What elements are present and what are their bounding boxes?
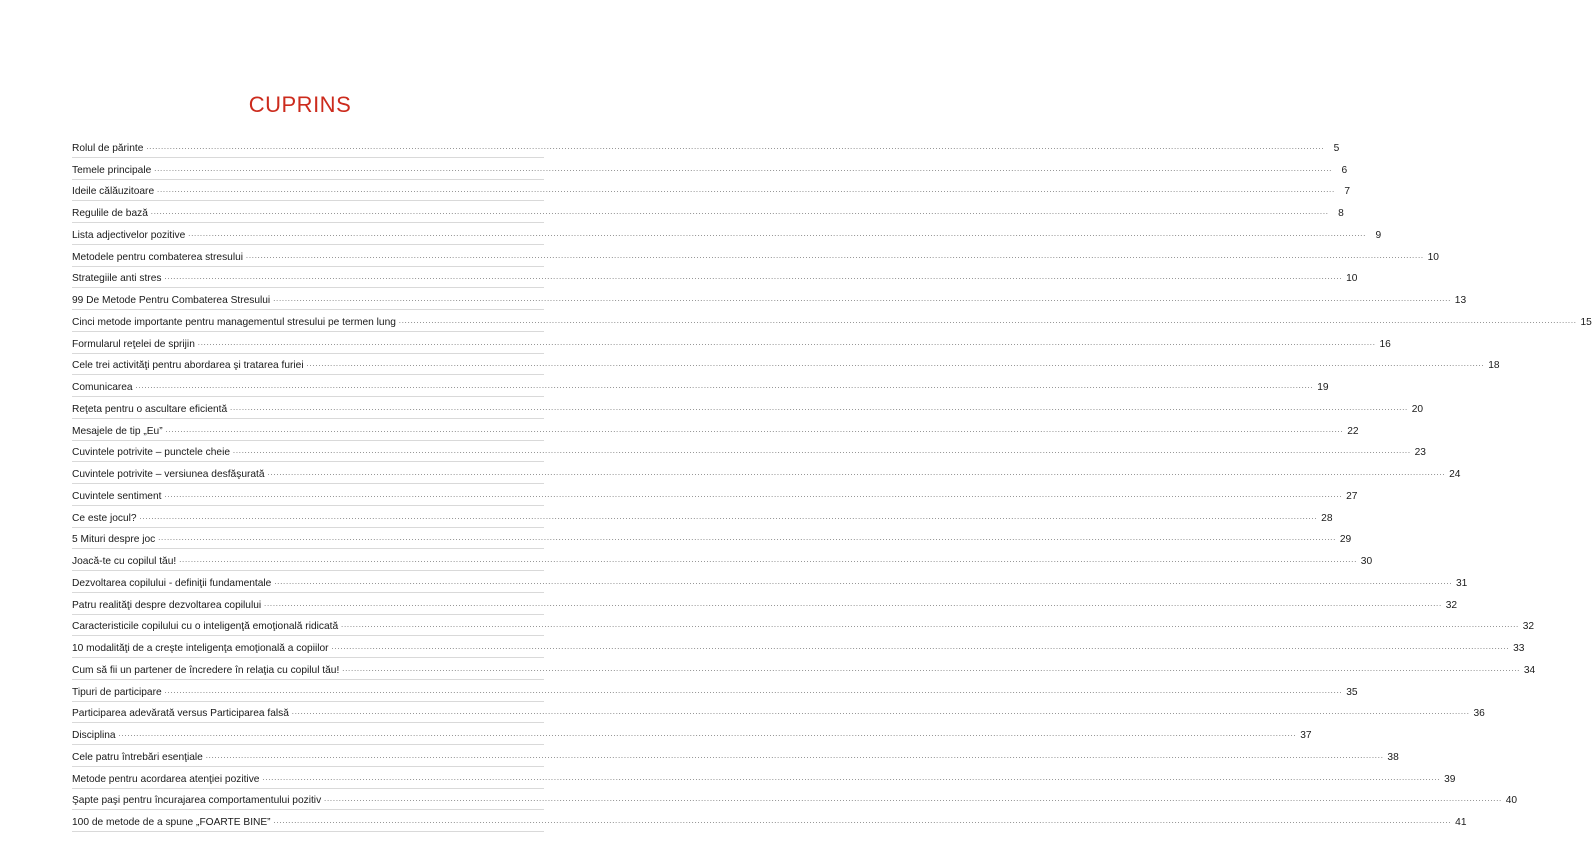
- toc-entry-label: 10 modalităţi de a creşte inteligenţa emoţională a copiilor: [72, 643, 329, 654]
- dot-leader: ................................................................................................................................................................................................................................................................................................................................................................................................................: [291, 709, 1470, 717]
- dot-leader: ................................................................................................................................................................................................................................................................................................................................................................................................................: [165, 426, 1344, 434]
- toc-entry[interactable]: [72, 593, 1458, 615]
- toc-entry[interactable]: [72, 549, 1373, 571]
- toc-entry[interactable]: [72, 506, 1333, 528]
- toc-entry[interactable]: [72, 702, 1485, 724]
- toc-entry-page-number: 7: [1344, 186, 1351, 198]
- dot-leader: ................................................................................................................................................................................................................................................................................................................................................................................................................: [230, 404, 1409, 412]
- toc-entry-page-number: 22: [1347, 425, 1359, 437]
- dot-leader: ................................................................................................................................................................................................................................................................................................................................................................................................................: [158, 535, 1337, 543]
- toc-entry-label: Joacă-te cu copilul tău!: [72, 556, 177, 567]
- dot-leader: ................................................................................................................................................................................................................................................................................................................................................................................................................: [273, 818, 1452, 825]
- toc-entry-page-number: 18: [1488, 360, 1500, 372]
- dot-leader: ................................................................................................................................................................................................................................................................................................................................................................................................................: [118, 731, 1297, 738]
- page-title: CUPRINS: [248, 92, 352, 117]
- toc-entry[interactable]: [72, 636, 1525, 658]
- toc-entry[interactable]: [72, 571, 1468, 593]
- toc-entry-label: Rolul de părinte: [72, 142, 144, 154]
- toc-entry-page-number: 36: [1473, 708, 1485, 720]
- dot-leader: ................................................................................................................................................................................................................................................................................................................................................................................................................: [205, 752, 1384, 760]
- toc-entry[interactable]: [72, 223, 1382, 245]
- toc-entry-label: Strategiile anti stres: [72, 273, 162, 285]
- toc-entry-page-number: 39: [1444, 773, 1456, 785]
- toc-entry-page-number: 16: [1379, 338, 1391, 350]
- toc-entry-label: Cuvintele potrivite – versiunea desfăşurată: [72, 469, 265, 480]
- toc-entry[interactable]: [72, 723, 1312, 745]
- toc-entry-label: Cele patru întrebări esenţiale: [72, 751, 203, 763]
- toc-entry[interactable]: [72, 288, 1467, 310]
- toc-entry-page-number: 34: [1523, 664, 1536, 676]
- toc-entry-page-number: 30: [1360, 556, 1373, 567]
- toc-entry-label: Dezvoltarea copilului - definiţii fundamentale: [72, 577, 272, 589]
- toc-entry[interactable]: [72, 658, 1536, 680]
- table-of-contents: [72, 136, 1592, 832]
- toc-entry-page-number: 19: [1317, 382, 1329, 393]
- toc-entry-label: Patru realităţi despre dezvoltarea copilului: [72, 599, 262, 611]
- toc-entry-page-number: 15: [1580, 316, 1592, 328]
- toc-entry-page-number: 29: [1339, 534, 1352, 546]
- toc-entry-page-number: 38: [1387, 751, 1399, 763]
- toc-entry[interactable]: [72, 528, 1352, 550]
- dot-leader: ................................................................................................................................................................................................................................................................................................................................................................................................................: [164, 491, 1343, 499]
- toc-entry-page-number: 13: [1454, 295, 1467, 306]
- toc-entry-label: Lista adjectivelor pozitive: [72, 229, 186, 241]
- toc-entry-label: Disciplina: [72, 730, 116, 741]
- toc-entry-page-number: 23: [1414, 447, 1426, 459]
- toc-entry[interactable]: [72, 419, 1359, 441]
- toc-entry[interactable]: [72, 615, 1535, 637]
- dot-leader: ................................................................................................................................................................................................................................................................................................................................................................................................................: [157, 187, 1336, 195]
- dot-leader: ................................................................................................................................................................................................................................................................................................................................................................................................................: [331, 644, 1510, 651]
- toc-entry[interactable]: [72, 136, 1340, 158]
- toc-entry[interactable]: [72, 441, 1426, 463]
- toc-entry-page-number: 9: [1375, 229, 1382, 241]
- toc-entry-label: Mesajele de tip „Eu”: [72, 425, 163, 437]
- toc-entry-label: 5 Mituri despre joc: [72, 534, 156, 546]
- toc-entry[interactable]: [72, 245, 1439, 267]
- dot-leader: ................................................................................................................................................................................................................................................................................................................................................................................................................: [342, 665, 1521, 673]
- toc-entry-label: Temele principale: [72, 164, 152, 176]
- toc-entry-page-number: 33: [1513, 643, 1525, 654]
- toc-entry[interactable]: [72, 767, 1456, 789]
- dot-leader: ................................................................................................................................................................................................................................................................................................................................................................................................................: [154, 165, 1333, 173]
- toc-entry-label: 99 De Metode Pentru Combaterea Stresului: [72, 295, 271, 306]
- dot-leader: ................................................................................................................................................................................................................................................................................................................................................................................................................: [398, 317, 1577, 325]
- toc-entry[interactable]: [72, 397, 1424, 419]
- dot-leader: ................................................................................................................................................................................................................................................................................................................................................................................................................: [274, 578, 1453, 586]
- dot-leader: ................................................................................................................................................................................................................................................................................................................................................................................................................: [262, 774, 1441, 782]
- dot-leader: ................................................................................................................................................................................................................................................................................................................................................................................................................: [273, 296, 1452, 303]
- toc-entry-page-number: 27: [1346, 490, 1358, 502]
- dot-leader: ................................................................................................................................................................................................................................................................................................................................................................................................................: [188, 230, 1367, 238]
- toc-entry[interactable]: [72, 745, 1399, 767]
- toc-entry-label: Participarea adevărată versus Participarea falsă: [72, 708, 289, 720]
- toc-entry-page-number: 8: [1338, 208, 1344, 219]
- dot-leader: ................................................................................................................................................................................................................................................................................................................................................................................................................: [164, 687, 1343, 695]
- toc-entry[interactable]: [72, 180, 1351, 202]
- toc-entry-label: Ce este jocul?: [72, 512, 137, 524]
- dot-leader: ................................................................................................................................................................................................................................................................................................................................................................................................................: [267, 470, 1446, 477]
- toc-entry-label: Cuvintele potrivite – punctele cheie: [72, 447, 231, 459]
- toc-entry-label: Cum să fii un partener de încredere în relaţia cu copilul tău!: [72, 664, 340, 676]
- toc-entry-page-number: 35: [1346, 686, 1358, 698]
- toc-entry-page-number: 6: [1341, 164, 1348, 176]
- toc-entry[interactable]: [72, 680, 1358, 702]
- toc-entry-label: Metodele pentru combaterea stresului: [72, 251, 244, 263]
- toc-entry-page-number: 41: [1455, 817, 1467, 828]
- toc-entry-label: Comunicarea: [72, 382, 133, 393]
- toc-entry-page-number: 5: [1333, 142, 1340, 154]
- toc-entry-label: Tipuri de participare: [72, 686, 162, 698]
- toc-entry-page-number: 20: [1411, 403, 1424, 415]
- toc-entry[interactable]: [72, 354, 1500, 376]
- toc-entry[interactable]: [72, 462, 1461, 484]
- dot-leader: ................................................................................................................................................................................................................................................................................................................................................................................................................: [146, 143, 1325, 151]
- toc-entry-page-number: 10: [1346, 273, 1358, 285]
- dot-leader: ................................................................................................................................................................................................................................................................................................................................................................................................................: [341, 622, 1520, 630]
- toc-entry[interactable]: [72, 201, 1344, 223]
- toc-entry-page-number: 32: [1445, 599, 1458, 611]
- toc-entry[interactable]: [72, 375, 1329, 397]
- toc-entry[interactable]: [72, 332, 1391, 354]
- toc-entry-label: Şapte paşi pentru încurajarea comportamentului pozitiv: [72, 795, 322, 807]
- toc-entry[interactable]: [72, 810, 1467, 832]
- toc-entry-label: Cinci metode importante pentru managementul stresului pe termen lung: [72, 316, 396, 328]
- dot-leader: ................................................................................................................................................................................................................................................................................................................................................................................................................: [246, 252, 1424, 260]
- toc-entry-page-number: 28: [1321, 512, 1333, 524]
- toc-entry-page-number: 32: [1522, 621, 1535, 633]
- dot-leader: ................................................................................................................................................................................................................................................................................................................................................................................................................: [233, 448, 1411, 456]
- toc-entry-label: Metode pentru acordarea atenţiei pozitive: [72, 773, 260, 785]
- toc-entry[interactable]: [72, 789, 1518, 811]
- dot-leader: ................................................................................................................................................................................................................................................................................................................................................................................................................: [150, 209, 1329, 216]
- toc-entry-page-number: 31: [1455, 577, 1468, 589]
- dot-leader: ................................................................................................................................................................................................................................................................................................................................................................................................................: [197, 339, 1376, 347]
- toc-entry-label: Caracteristicile copilului cu o inteligenţă emoţională ridicată: [72, 621, 339, 633]
- dot-leader: ................................................................................................................................................................................................................................................................................................................................................................................................................: [139, 513, 1318, 521]
- toc-entry-label: Formularul reţelei de sprijin: [72, 338, 195, 350]
- dot-leader: ................................................................................................................................................................................................................................................................................................................................................................................................................: [164, 274, 1343, 282]
- toc-entry-label: Ideile călăuzitoare: [72, 186, 155, 198]
- toc-entry[interactable]: [72, 158, 1348, 180]
- toc-entry-page-number: 40: [1505, 795, 1518, 807]
- dot-leader: ................................................................................................................................................................................................................................................................................................................................................................................................................: [135, 383, 1314, 390]
- toc-entry-label: Cuvintele sentiment: [72, 490, 162, 502]
- toc-entry-label: Regulile de bază: [72, 208, 148, 219]
- dot-leader: ................................................................................................................................................................................................................................................................................................................................................................................................................: [264, 600, 1443, 608]
- toc-entry[interactable]: [72, 484, 1358, 506]
- toc-entry-page-number: 10: [1427, 251, 1439, 263]
- toc-entry-label: Reţeta pentru o ascultare eficientă: [72, 403, 228, 415]
- dot-leader: ................................................................................................................................................................................................................................................................................................................................................................................................................: [324, 796, 1503, 804]
- toc-entry-page-number: 37: [1300, 730, 1312, 741]
- toc-entry-page-number: 24: [1449, 469, 1461, 480]
- toc-entry-label: Cele trei activităţi pentru abordarea şi tratarea furiei: [72, 360, 304, 372]
- toc-entry[interactable]: [72, 267, 1358, 289]
- dot-leader: ................................................................................................................................................................................................................................................................................................................................................................................................................: [306, 361, 1485, 369]
- dot-leader: ................................................................................................................................................................................................................................................................................................................................................................................................................: [179, 557, 1358, 564]
- toc-entry[interactable]: [72, 310, 1592, 332]
- toc-entry-label: 100 de metode de a spune „FOARTE BINE”: [72, 817, 271, 828]
